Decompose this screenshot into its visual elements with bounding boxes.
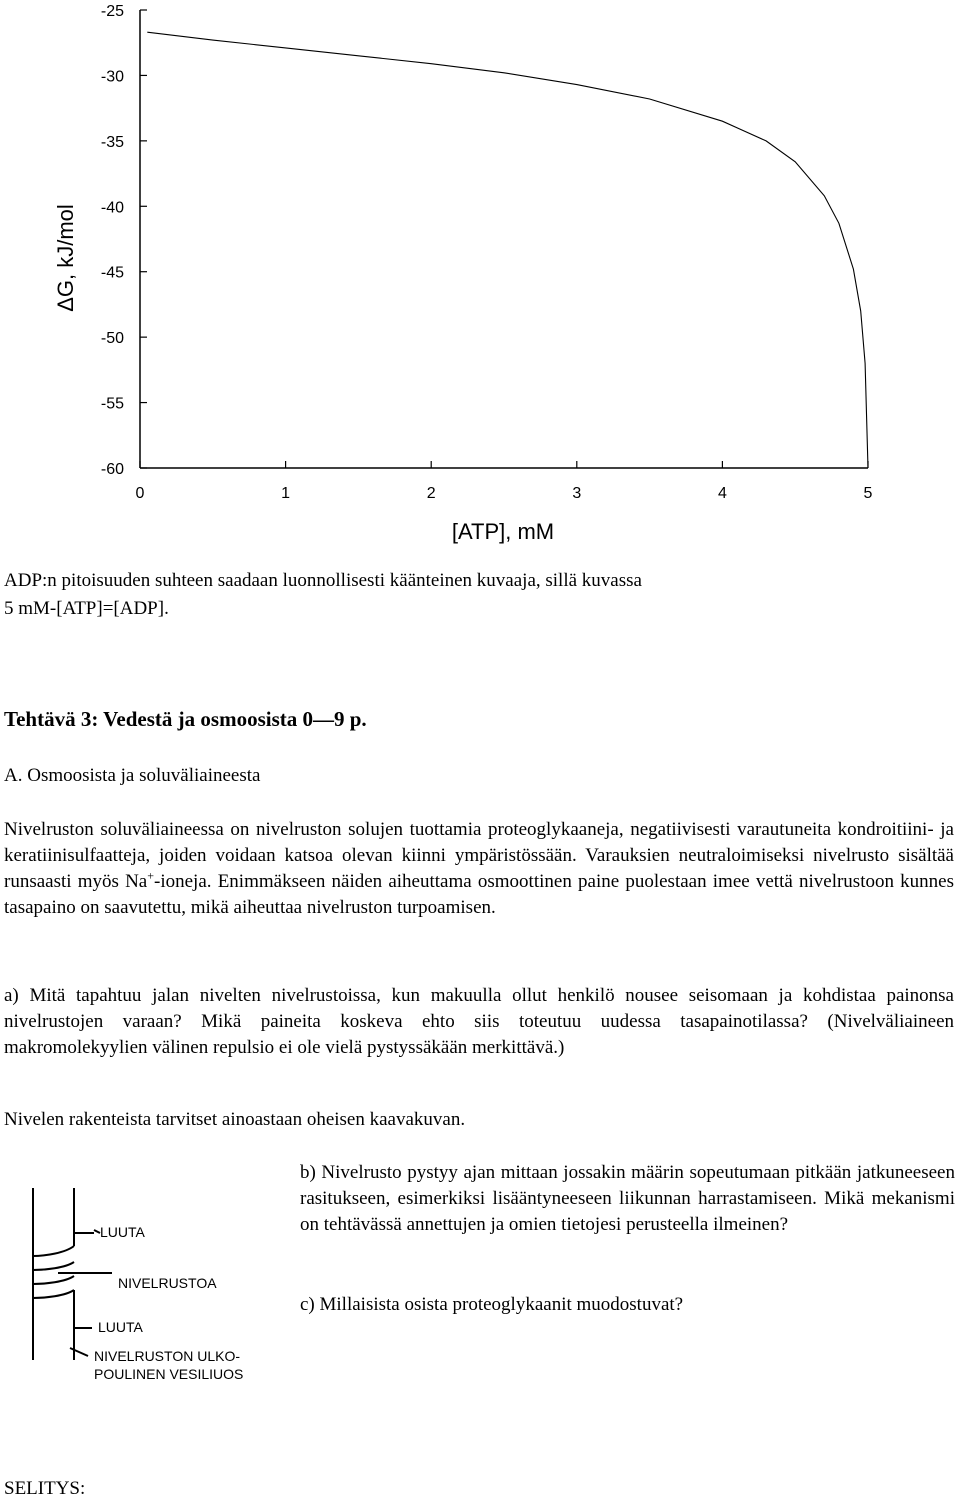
section-a-title: A. Osmoosista ja soluväliaineesta xyxy=(4,765,261,786)
paragraph-main-part2: -ioneja. Enimmäkseen näiden aiheuttama osmoottinen paine puolestaan imee vettä nivelrustoon kunnes tasapaino on saavutettu, mikä aiheuttaa nivelruston turpoamisen. xyxy=(4,871,954,918)
delta-g-chart xyxy=(0,0,960,560)
label-fluid-line1: NIVELRUSTON ULKO- xyxy=(94,1348,240,1364)
y-tick-label: -40 xyxy=(100,199,124,217)
question-c: c) Millaisista osista proteoglykaanit muodostuvat? xyxy=(300,1294,684,1315)
x-tick-label: 2 xyxy=(426,485,436,502)
selitys-label: SELITYS: xyxy=(4,1478,86,1499)
label-bone-top: LUUTA xyxy=(100,1224,145,1240)
paragraph-main xyxy=(4,817,954,921)
x-tick-label: 5 xyxy=(863,485,873,502)
y-tick-label: -45 xyxy=(100,264,124,282)
y-tick-label: -50 xyxy=(100,330,124,348)
question-a: a) Mitä tapahtuu jalan nivelten nivelrustoissa, kun makuulla ollut henkilö nousee seisomaan ja kohdistaa painonsa nivelrustojen varaan? Mikä paineita koskeva ehto siis toteutuu uudessa tasapainotilassa? (Nivelväliaineen makromolekyylien välinen repulsio ei ole vielä pystyssäkään merkittävä.) xyxy=(4,985,954,1058)
x-axis-ticks xyxy=(136,461,873,502)
label-bone-bottom: LUUTA xyxy=(98,1319,143,1335)
paragraph-main-part1: Nivelruston soluväliaineessa on nivelruston solujen tuottamia proteoglykaaneja, negatiivisesti varautuneita kondroitiini- ja keratiinisulfaatteja, joiden voidaan katsoa olevan kiinni ympäristössään. Varauksien neutraloimiseksi nivelrusto sisältää runsaasti myös Na xyxy=(4,819,954,892)
figure-intro: Nivelen rakenteista tarvitset ainoastaan oheisen kaavakuvan. xyxy=(4,1109,466,1130)
y-tick-label: -55 xyxy=(100,395,124,413)
joint-schematic xyxy=(20,1178,280,1388)
x-tick-label: 1 xyxy=(281,485,291,502)
x-tick-label: 0 xyxy=(135,485,145,502)
question-b: b) Nivelrusto pystyy ajan mittaan jossakin määrin sopeutumaan pitkään jatkuneeseen rasitukseen, esimerkiksi lisääntyneeseen liikunnan harrastamiseen. Mikä mekanismi on tehtävässä annettujen ja omien tietojesi perusteella ilmeinen? xyxy=(300,1162,955,1235)
x-axis-label: [ATP], mM xyxy=(451,519,555,544)
x-tick-label: 3 xyxy=(572,485,582,502)
y-tick-label: -30 xyxy=(100,68,124,86)
label-fluid-line2: POULINEN VESILIUOS xyxy=(94,1366,244,1382)
y-tick-label: -60 xyxy=(100,461,124,478)
paragraph-adp-line1: ADP:n pitoisuuden suhteen saadaan luonnollisesti käänteinen kuvaaja, sillä kuvassa xyxy=(4,570,642,591)
y-tick-label: -25 xyxy=(100,3,124,20)
sodium-charge: + xyxy=(147,868,155,883)
label-cartilage: NIVELRUSTOA xyxy=(118,1275,217,1291)
plot-frame xyxy=(140,10,868,468)
x-tick-label: 4 xyxy=(717,485,727,502)
task-heading: Tehtävä 3: Vedestä ja osmoosista 0—9 p. xyxy=(4,707,367,731)
y-axis-label: ΔG, kJ/mol xyxy=(53,204,78,312)
y-tick-label: -35 xyxy=(100,133,124,151)
paragraph-adp-line2: 5 mM-[ATP]=[ADP]. xyxy=(4,598,169,619)
delta-g-curve xyxy=(147,32,868,468)
